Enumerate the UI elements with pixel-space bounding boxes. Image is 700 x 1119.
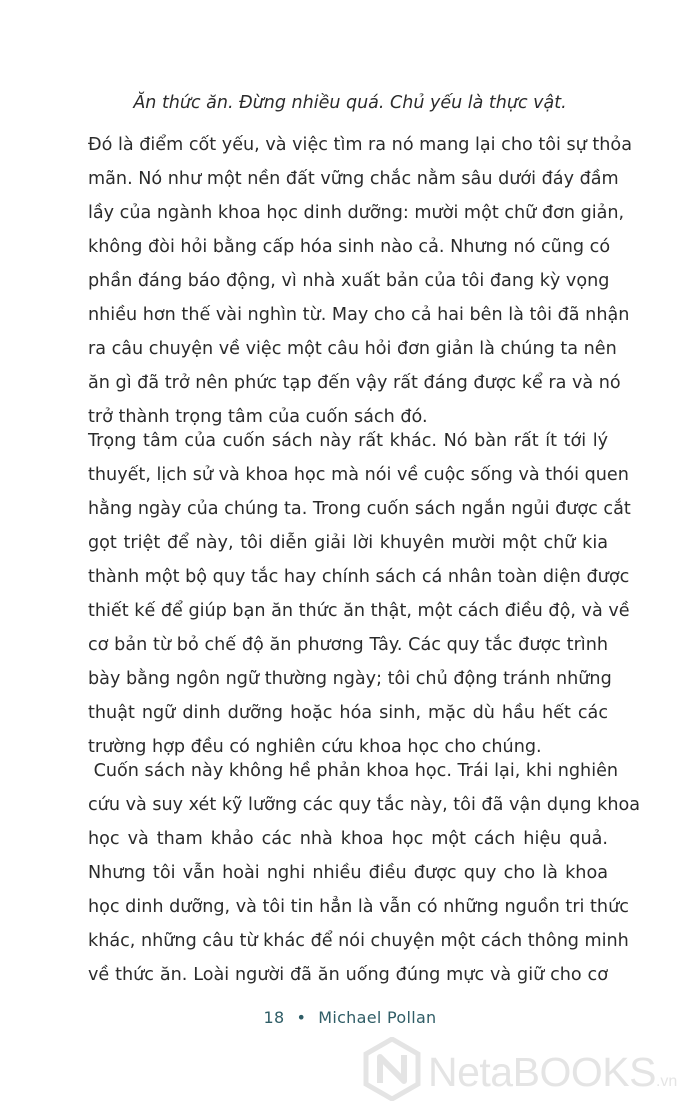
text-line: thuyết, lịch sử và khoa học mà nói về cuộc sống và thói quen xyxy=(88,465,629,485)
text-line: phần đáng báo động, vì nhà xuất bản của tôi đang kỳ vọng xyxy=(88,271,610,291)
paragraph-1 xyxy=(88,128,632,434)
separator-dot: • xyxy=(296,1008,307,1027)
text-line: thuật ngữ dinh dưỡng hoặc hóa sinh, mặc dù hầu hết các xyxy=(88,703,608,723)
text-line: trở thành trọng tâm của cuốn sách đó. xyxy=(88,407,428,427)
text-line: ăn gì đã trở nên phức tạp đến vậy rất đáng được kể ra và nó xyxy=(88,373,621,393)
netabooks-logo-icon xyxy=(362,1037,422,1101)
text-line: ra câu chuyện về việc một câu hỏi đơn giản là chúng ta nên xyxy=(88,339,617,359)
watermark-suffix: .vn xyxy=(655,1073,678,1090)
text-line: về thức ăn. Loài người đã ăn uống đúng mực và giữ cho cơ xyxy=(88,965,608,985)
watermark xyxy=(362,1035,698,1105)
watermark-brand: NetaBOOKS xyxy=(428,1049,656,1095)
text-line: trường hợp đều có nghiên cứu khoa học cho chúng. xyxy=(88,737,542,757)
paragraph-2 xyxy=(88,424,631,764)
text-line: Nhưng tôi vẫn hoài nghi nhiều điều được quy cho là khoa xyxy=(88,863,608,883)
page-footer xyxy=(0,1008,700,1027)
author-name: Michael Pollan xyxy=(318,1008,437,1027)
text-line: nhiều hơn thế vài nghìn từ. May cho cả hai bên là tôi đã nhận xyxy=(88,305,630,325)
text-line: học dinh dưỡng, và tôi tin hẳn là vẫn có những nguồn tri thức xyxy=(88,897,629,917)
text-line: thành một bộ quy tắc hay chính sách cá nhân toàn diện được xyxy=(88,567,630,587)
text-line: Trọng tâm của cuốn sách này rất khác. Nó bàn rất ít tới lý xyxy=(88,431,608,451)
text-line: gọt triệt để này, tôi diễn giải lời khuyên mười một chữ kia xyxy=(88,533,608,553)
text-line: Đó là điểm cốt yếu, và việc tìm ra nó mang lại cho tôi sự thỏa xyxy=(88,135,632,155)
text-line: thiết kế để giúp bạn ăn thức ăn thật, một cách điều độ, và về xyxy=(88,601,630,621)
text-line: Cuốn sách này không hề phản khoa học. Trái lại, khi nghiên xyxy=(88,761,619,781)
epigraph: Ăn thức ăn. Đừng nhiều quá. Chủ yếu là thực vật. xyxy=(133,93,567,113)
text-line: cơ bản từ bỏ chế độ ăn phương Tây. Các quy tắc được trình xyxy=(88,635,608,655)
page-number: 18 xyxy=(263,1008,285,1027)
paragraph-3 xyxy=(88,754,641,992)
watermark-text xyxy=(428,1049,677,1096)
text-line: bày bằng ngôn ngữ thường ngày; tôi chủ động tránh những xyxy=(88,669,612,689)
text-line: hằng ngày của chúng ta. Trong cuốn sách ngắn ngủi được cắt xyxy=(88,499,631,519)
text-line: khác, những câu từ khác để nói chuyện một cách thông minh xyxy=(88,931,629,951)
text-line: lầy của ngành khoa học dinh dưỡng: mười một chữ đơn giản, xyxy=(88,203,625,223)
text-line: không đòi hỏi bằng cấp hóa sinh nào cả. Nhưng nó cũng có xyxy=(88,237,611,257)
text-line: học và tham khảo các nhà khoa học một cách hiệu quả. xyxy=(88,829,608,849)
text-line: cứu và suy xét kỹ lưỡng các quy tắc này, tôi đã vận dụng khoa xyxy=(88,795,641,815)
text-line: mãn. Nó như một nền đất vững chắc nằm sâu dưới đáy đầm xyxy=(88,169,619,189)
